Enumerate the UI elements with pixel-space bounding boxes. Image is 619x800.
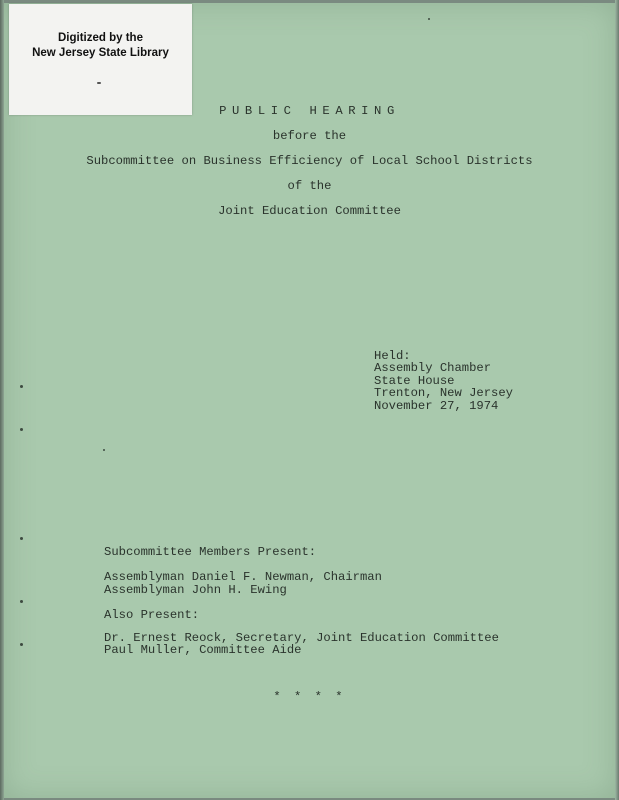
- margin-speck: [20, 537, 23, 540]
- title-committee: Joint Education Committee: [218, 204, 401, 218]
- scan-edge-right: [615, 0, 619, 800]
- stamp-mark: [97, 82, 101, 84]
- member-1: Assemblyman Daniel F. Newman, Chairman: [104, 570, 382, 584]
- page-speck: [103, 449, 105, 451]
- also-present-2: Paul Muller, Committee Aide: [104, 643, 302, 657]
- held-label: Held:: [374, 349, 411, 363]
- title-line-before: before the: [272, 129, 347, 143]
- page-speck: [428, 18, 430, 20]
- also-present-heading: Also Present:: [104, 608, 200, 622]
- held-location-1: Assembly Chamber: [374, 361, 492, 375]
- member-2: Assemblyman John H. Ewing: [104, 583, 287, 597]
- library-label-text: [9, 31, 192, 61]
- margin-speck: [20, 600, 23, 603]
- held-location-2: State House: [374, 374, 455, 388]
- also-present-1: Dr. Ernest Reock, Secretary, Joint Education Committee: [104, 631, 499, 645]
- held-location-3: Trenton, New Jersey: [374, 386, 513, 400]
- margin-speck: [20, 428, 23, 431]
- title-of-the: of the: [287, 179, 332, 193]
- label-line-2: New Jersey State Library: [32, 47, 169, 59]
- label-line-1: Digitized by the: [58, 32, 143, 44]
- closing-stars: * * * *: [273, 690, 346, 704]
- members-heading: Subcommittee Members Present:: [104, 545, 317, 559]
- margin-speck: [20, 385, 23, 388]
- held-date: November 27, 1974: [374, 399, 499, 413]
- margin-speck: [20, 643, 23, 646]
- title-subcommittee: Subcommittee on Business Efficiency of Local School Districts: [86, 154, 533, 168]
- document-page: [4, 3, 615, 798]
- library-label: [9, 4, 192, 115]
- hearing-title: PUBLIC HEARING: [219, 104, 400, 118]
